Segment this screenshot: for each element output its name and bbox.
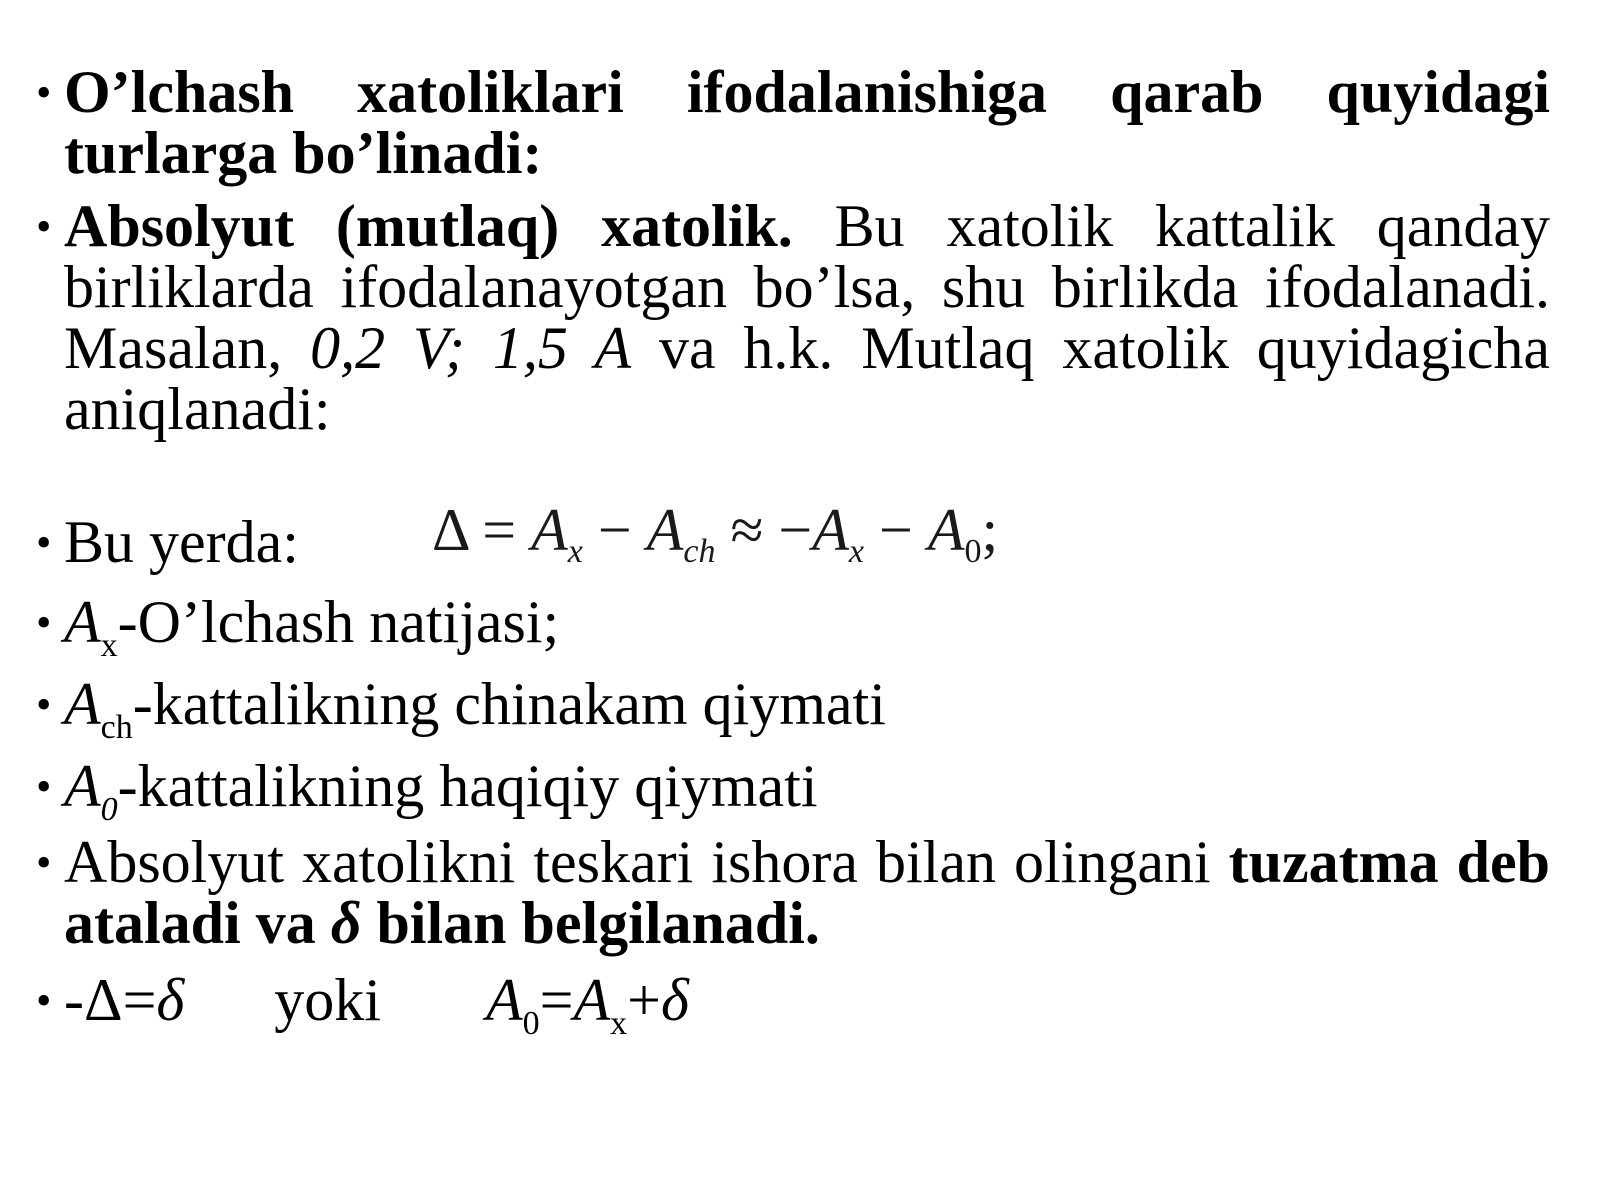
bullet-icon: • [36, 838, 52, 887]
bullet-item-where [36, 509, 1550, 575]
formula-semicolon: ; [981, 497, 999, 563]
formula-eq: = [467, 497, 532, 563]
formula-sub-0: 0 [964, 533, 982, 570]
bullet-icon: • [36, 202, 52, 251]
bullet-item-error-types [36, 59, 1550, 186]
bullet-icon: • [36, 68, 52, 117]
example-values: 0,2 V; 1,5 A [310, 315, 632, 381]
ax-description: -O’lchash natijasi; [117, 589, 560, 655]
bullet-item-ach [36, 671, 1550, 746]
relation-plus: + [627, 967, 661, 1033]
symbol-a: A [64, 753, 101, 819]
subscript-ch: ch [100, 709, 133, 746]
where-label: Bu yerda: [64, 509, 299, 575]
definition-text-1: Bu xatolik kattalik qanday birliklarda ifodalanayotgan bo’lsa, shu birlikda ifodalanadi. Masalan, [64, 193, 1550, 381]
relation-sub-0: 0 [522, 1005, 540, 1042]
formula-a-x: A [531, 497, 568, 563]
symbol-a: A [64, 671, 101, 737]
formula-sub-x-2: x [848, 533, 864, 570]
delta-symbol: δ [330, 890, 362, 956]
bullet-item-a0 [36, 753, 1550, 828]
ach-description: -kattalikning chinakam qiymati [132, 671, 886, 737]
bullet-icon: • [36, 976, 52, 1025]
bullet-icon: • [36, 518, 52, 567]
bullet-icon: • [36, 762, 52, 811]
relation-delta-2: δ [660, 967, 689, 1033]
bullet-icon: • [36, 598, 52, 647]
formula-sub-ch: ch [683, 533, 716, 570]
formula-delta: Δ [432, 497, 468, 563]
definition-text-2: va h.k. Mutlaq xatolik quyidagicha aniqlanadi: [64, 315, 1551, 442]
formula-a-ch: A [646, 497, 684, 563]
formula-a-x-2: A [812, 497, 849, 563]
relation-sub-x: x [610, 1005, 628, 1042]
formula-a-0: A [927, 497, 965, 563]
bullet-item-absolute-error [36, 193, 1551, 442]
relation-a0: A [485, 967, 523, 1033]
formula-sub-x: x [567, 533, 583, 570]
relation-ax: A [573, 967, 611, 1033]
subscript-x: x [100, 627, 118, 664]
bullet-item-relation [36, 967, 1550, 1042]
relation-left: -Δ= [64, 967, 157, 1033]
relation-word: yoki [274, 967, 381, 1033]
subscript-0: 0 [100, 791, 118, 828]
a0-description: -kattalikning haqiqiy qiymati [117, 753, 818, 819]
heading-text: O’lchash xatoliklari ifodalanishiga qarab quyidagi turlarga bo’linadi: [64, 59, 1550, 186]
bullet-icon: • [36, 680, 52, 729]
formula-minus-2: − [864, 497, 928, 563]
correction-term-end: bilan belgilanadi. [361, 890, 820, 956]
relation-delta: δ [156, 967, 185, 1033]
bullet-item-correction [36, 829, 1550, 956]
bullet-item-ax [36, 589, 1550, 664]
correction-term: tuzatma deb ataladi va [64, 829, 1550, 956]
symbol-a: A [64, 589, 101, 655]
formula-approx: ≈ − [715, 497, 813, 563]
formula-minus: − [582, 497, 647, 563]
term-absolute-error: Absolyut (mutlaq) xatolik. [64, 193, 793, 259]
relation-eq: = [539, 967, 574, 1033]
correction-text: Absolyut xatolikni teskari ishora bilan olingani [64, 829, 1229, 895]
